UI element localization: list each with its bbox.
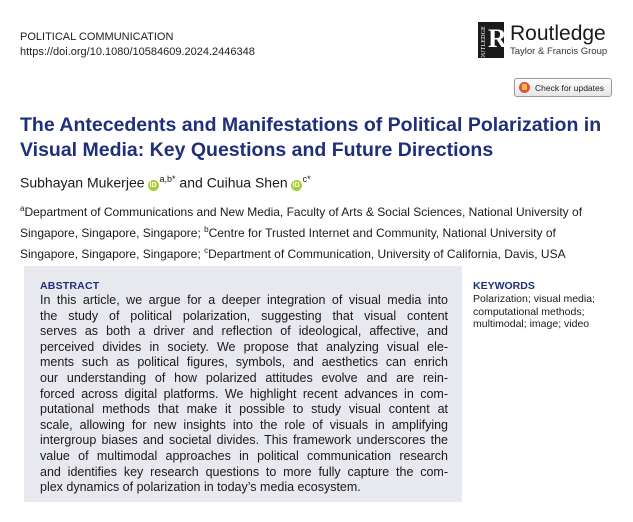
- article-title: The Antecedents and Manifestations of Political Polarization in Visual Media: Key Questions and Future Directions: [20, 114, 602, 161]
- author-name[interactable]: Cuihua Shen: [206, 174, 288, 191]
- orcid-icon[interactable]: iD: [149, 181, 157, 189]
- publisher-subtitle: Taylor & Francis Group: [510, 46, 608, 57]
- journal-doi-link[interactable]: https://doi.org/10.1080/10584609.2024.2446348: [20, 46, 255, 58]
- routledge-logo-icon: [478, 22, 507, 64]
- keywords-line: Polarization; visual media;: [473, 293, 595, 305]
- logo-letter: R: [488, 24, 507, 53]
- abstract-line: scale, allowing for new insights into the role of visuals in amplifying: [40, 417, 448, 432]
- publisher-logo: [478, 22, 608, 64]
- affiliation-marker: a: [20, 204, 25, 213]
- author-name[interactable]: Subhayan Mukerjee: [20, 174, 145, 191]
- check-for-updates-button[interactable]: [514, 78, 612, 97]
- affiliation-text: Department of Communication, University of California, Davis, USA: [208, 247, 566, 261]
- abstract-line: and identifies key research questions to more fully capture the com-: [40, 464, 448, 479]
- publisher-name: Routledge: [510, 22, 606, 45]
- author-connector: and: [175, 174, 207, 191]
- keywords-heading: KEYWORDS: [473, 280, 535, 292]
- affiliations: [20, 200, 615, 263]
- affiliation-marker: c: [204, 246, 209, 255]
- abstract-line: plex dynamics of polarization in today’s media ecosystem.: [40, 480, 361, 495]
- check-for-updates-label: Check for updates: [535, 82, 604, 93]
- affiliation-marker: b: [204, 225, 209, 234]
- abstract-line: perceived divides in society. We propose that analyzing visual ele-: [40, 339, 448, 354]
- affiliation-text: Centre for Trusted Internet and Community, National University of Singapore, Singapore, Singapore;: [20, 226, 556, 261]
- abstract-line: putational methods that make it possible to study visual content at: [40, 402, 448, 417]
- abstract-line: value of multimodal approaches in political communication research: [40, 448, 448, 463]
- abstract-line: ments such as political figures, symbols, and aesthetics can enrich: [40, 355, 448, 370]
- abstract-body: [40, 293, 448, 496]
- keywords-line: computational methods;: [473, 305, 585, 318]
- author-affiliation-marker: c*: [302, 174, 311, 184]
- affiliation-text: Department of Communications and New Media, Faculty of Arts & Social Sciences, National University of Singapore, Singapore, Singapore;: [20, 205, 583, 240]
- crossmark-icon: [519, 82, 530, 93]
- keywords-list: [473, 293, 623, 331]
- abstract-line: our understanding of how polarized attitudes evolve and are rein-: [40, 370, 448, 385]
- abstract-line: serves as both a driver and reflection of ideological, affective, and: [40, 324, 448, 339]
- author-list: [20, 170, 311, 192]
- abstract-line: forced across digital platforms. We highlight recent advances in com-: [40, 386, 448, 401]
- abstract-line: the study of political polarization, suggesting that visual content: [40, 308, 448, 323]
- journal-header: [20, 30, 255, 60]
- orcid-icon[interactable]: iD: [292, 181, 300, 189]
- abstract-line: intergroup biases and societal divides. This framework underscores the: [40, 433, 448, 448]
- keywords-line: multimodal; image; video: [473, 318, 590, 330]
- abstract-heading: ABSTRACT: [40, 280, 100, 292]
- journal-name: POLITICAL COMMUNICATION: [20, 31, 174, 43]
- author-affiliation-marker: a,b*: [159, 174, 176, 184]
- logo-side-text: ROUTLEDGE: [481, 26, 487, 64]
- abstract-line: In this article, we argue for a deeper integration of visual media into: [40, 293, 448, 307]
